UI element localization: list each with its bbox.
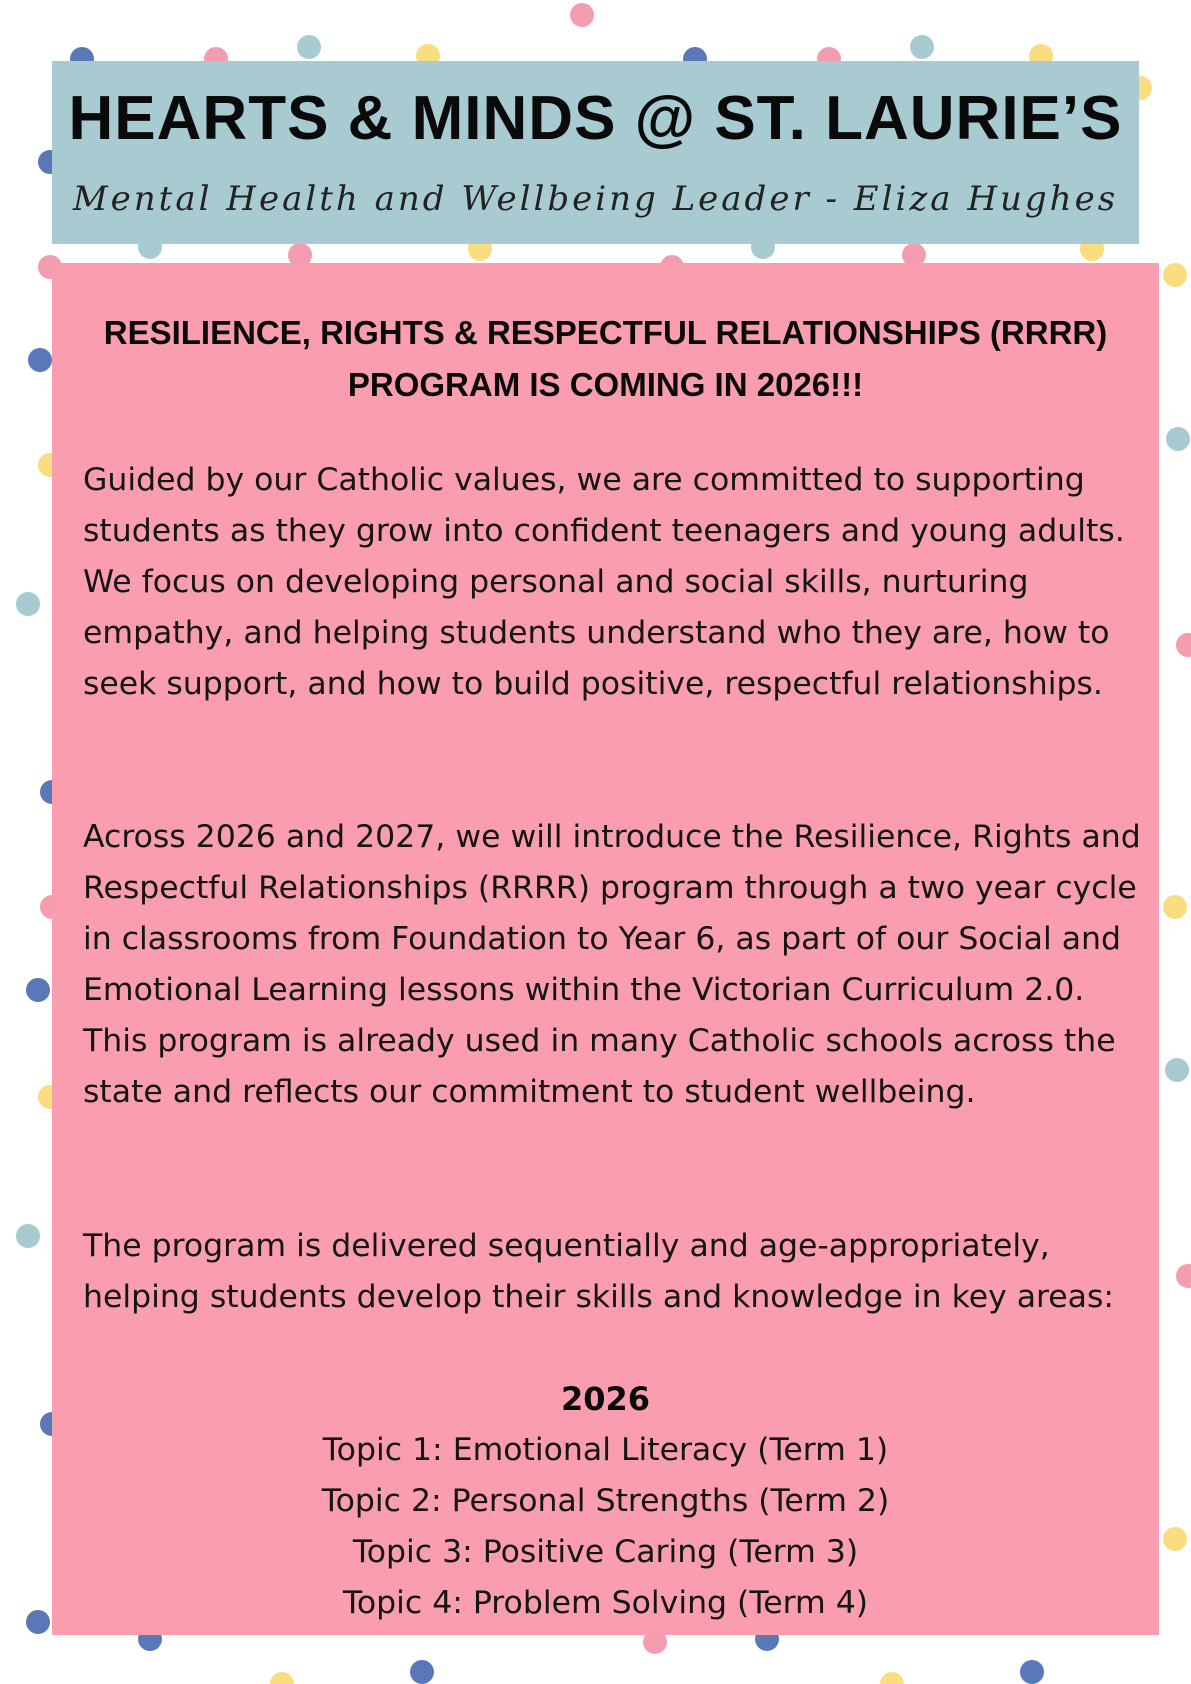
dot-icon (880, 1672, 904, 1684)
dot-icon (28, 348, 52, 372)
program-heading-line2: PROGRAM IS COMING IN 2026!!! (347, 366, 864, 403)
dot-icon (910, 35, 934, 59)
page-title: HEARTS & MINDS @ ST. LAURIE’S (68, 84, 1123, 153)
dot-icon (1163, 263, 1187, 287)
header-banner (52, 61, 1139, 244)
program-content-panel (52, 263, 1159, 1635)
dot-icon (1176, 1264, 1191, 1288)
dot-icon (570, 3, 594, 27)
topic-list (52, 1425, 1159, 1629)
dot-icon (410, 1660, 434, 1684)
dot-icon (16, 592, 40, 616)
list-item: Topic 2: Personal Strengths (Term 2) (321, 1483, 890, 1519)
dot-icon (270, 1672, 294, 1684)
program-paragraph: Across 2026 and 2027, we will introduce the Resilience, Rights and Respectful Relationships (RRRR) program through a two year cycle in classrooms from Foundation to Year 6, as part of our Social and Emotional Learning lessons within the Victorian Curriculum 2.0. This program is already used in many Catholic schools across the state and reflects our commitment to student wellbeing. (83, 819, 1141, 1110)
intro-paragraph: Guided by our Catholic values, we are committed to supporting students as they grow into confident teenagers and young adults. We focus on developing personal and social skills, nurturing empathy, and helping students understand who they are, how to seek support, and how to build positive, respectful relationships. (83, 462, 1125, 702)
list-item: Topic 3: Positive Caring (Term 3) (352, 1534, 859, 1570)
dot-icon (1020, 1660, 1044, 1684)
delivery-paragraph: The program is delivered sequentially and age-appropriately, helping students develop their skills and knowledge in key areas: (83, 1228, 1115, 1315)
list-item: Topic 4: Problem Solving (Term 4) (342, 1585, 869, 1621)
dot-icon (26, 1610, 50, 1634)
program-heading (52, 307, 1159, 411)
dot-icon (1165, 1058, 1189, 1082)
dot-icon (26, 978, 50, 1002)
dot-icon (1176, 633, 1191, 657)
year-heading: 2026 (560, 1380, 651, 1418)
list-item: Topic 1: Emotional Literacy (Term 1) (322, 1432, 889, 1468)
page-subtitle: Mental Health and Wellbeing Leader - Eliza Hughes (72, 179, 1119, 219)
dot-icon (297, 35, 321, 59)
program-heading-line1: RESILIENCE, RIGHTS & RESPECTFUL RELATIONSHIPS (RRRR) (103, 314, 1108, 351)
dot-icon (1163, 895, 1187, 919)
dot-icon (16, 1224, 40, 1248)
dot-icon (1166, 427, 1190, 451)
topics-section (52, 1374, 1159, 1629)
dot-icon (1163, 1527, 1187, 1551)
